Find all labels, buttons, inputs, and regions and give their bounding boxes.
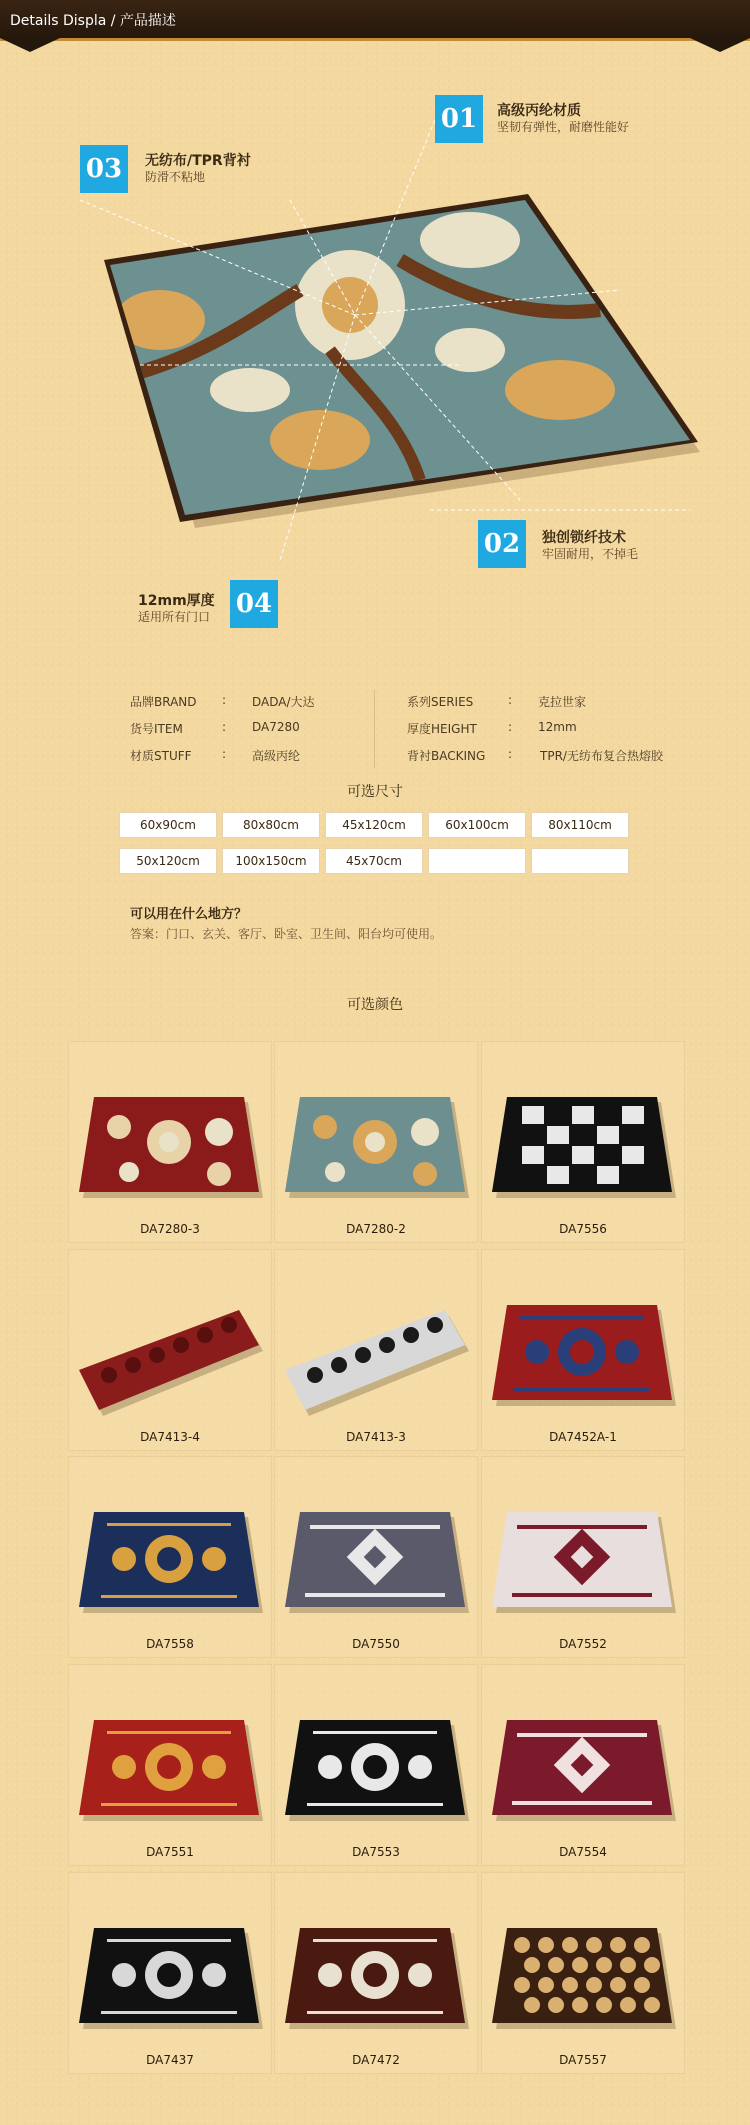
size-option[interactable]: 80x80cm: [222, 812, 320, 838]
rug-thumbnail: [275, 1042, 477, 1217]
rug-thumbnail: [69, 1250, 271, 1425]
spec-colon: :: [222, 693, 227, 707]
rug-thumbnail: [69, 1873, 271, 2048]
product-card[interactable]: [68, 1456, 272, 1658]
product-card[interactable]: [481, 1872, 685, 2074]
rug-thumbnail: [69, 1042, 271, 1217]
callout-sub-03: 防滑不粘地: [145, 170, 206, 184]
hero-product-illustration: [0, 60, 750, 640]
product-code: DA7472: [352, 2053, 400, 2067]
callout-sub-02: 牢固耐用，不掉毛: [542, 547, 639, 561]
usage-answer: 答案：门口、玄关、客厅、卧室、卫生间、阳台均可使用。: [130, 927, 443, 941]
rug-thumbnail: [482, 1665, 684, 1840]
product-code: DA7280-3: [140, 1222, 200, 1236]
spec-value-backing: TPR/无纺布复合热熔胶: [540, 749, 663, 763]
rug-thumbnail: [275, 1250, 477, 1425]
size-option[interactable]: 100x150cm: [222, 848, 320, 874]
size-option-empty[interactable]: [428, 848, 526, 874]
callout-title-01: 高级丙纶材质: [497, 103, 581, 119]
spec-divider: [374, 690, 375, 768]
rug-thumbnail: [275, 1665, 477, 1840]
size-option[interactable]: 45x120cm: [325, 812, 423, 838]
callout-number-02: 02: [478, 520, 526, 568]
rug-thumbnail: [69, 1665, 271, 1840]
callout-number-01: 01: [435, 95, 483, 143]
spec-colon: :: [508, 693, 513, 707]
header-notch-right: [690, 38, 750, 52]
product-card[interactable]: [274, 1456, 478, 1658]
product-code: DA7452A-1: [549, 1430, 617, 1444]
product-card[interactable]: [274, 1041, 478, 1243]
callout-sub-01: 坚韧有弹性，耐磨性能好: [497, 120, 630, 134]
product-code: DA7550: [352, 1637, 400, 1651]
spec-colon: :: [508, 720, 513, 734]
header-notch-left: [0, 38, 60, 52]
size-option[interactable]: 80x110cm: [531, 812, 629, 838]
product-card[interactable]: [274, 1664, 478, 1866]
spec-colon: :: [508, 747, 513, 761]
product-card[interactable]: [274, 1872, 478, 2074]
spec-colon: :: [222, 747, 227, 761]
callout-title-02: 独创锁纤技术: [542, 530, 626, 546]
usage-question: 可以用在什么地方？: [130, 907, 248, 922]
size-option[interactable]: 60x100cm: [428, 812, 526, 838]
product-code: DA7558: [146, 1637, 194, 1651]
spec-value-item: DA7280: [252, 720, 300, 734]
size-option[interactable]: 45x70cm: [325, 848, 423, 874]
product-code: DA7413-3: [346, 1430, 406, 1444]
product-code: DA7554: [559, 1845, 607, 1859]
product-code: DA7551: [146, 1845, 194, 1859]
product-code: DA7413-4: [140, 1430, 200, 1444]
spec-colon: :: [222, 720, 227, 734]
callout-title-03: 无纺布/TPR背衬: [145, 153, 251, 169]
spec-label-backing: 背衬BACKING: [407, 749, 486, 763]
spec-value-stuff: 高级丙纶: [252, 749, 301, 763]
rug-thumbnail: [275, 1457, 477, 1632]
rug-thumbnail: [482, 1873, 684, 2048]
product-code: DA7280-2: [346, 1222, 406, 1236]
spec-value-series: 克拉世家: [538, 695, 587, 709]
sizes-title: 可选尺寸: [347, 784, 403, 800]
product-card[interactable]: [274, 1249, 478, 1451]
rug-thumbnail: [482, 1042, 684, 1217]
product-code: DA7437: [146, 2053, 194, 2067]
product-card[interactable]: [68, 1249, 272, 1451]
product-card[interactable]: [68, 1872, 272, 2074]
colors-title: 可选颜色: [347, 997, 403, 1013]
callout-title-04: 12mm厚度: [138, 593, 215, 609]
product-code: DA7556: [559, 1222, 607, 1236]
callout-sub-04: 适用所有门口: [138, 610, 211, 624]
rug-thumbnail: [482, 1457, 684, 1632]
rug-thumbnail: [482, 1250, 684, 1425]
spec-value-height: 12mm: [538, 720, 577, 734]
product-code: DA7553: [352, 1845, 400, 1859]
size-option[interactable]: 60x90cm: [119, 812, 217, 838]
rug-thumbnail: [275, 1873, 477, 2048]
header-title: Details Displa / 产品描述: [10, 13, 176, 29]
spec-label-brand: 品牌BRAND: [130, 695, 197, 709]
spec-label-height: 厚度HEIGHT: [407, 722, 477, 736]
size-option-empty[interactable]: [531, 848, 629, 874]
spec-value-brand: DADA/大达: [252, 695, 315, 709]
product-card[interactable]: [481, 1041, 685, 1243]
product-code: DA7557: [559, 2053, 607, 2067]
callout-number-03: 03: [80, 145, 128, 193]
header-bar: [0, 0, 750, 41]
product-card[interactable]: [481, 1456, 685, 1658]
product-card[interactable]: [481, 1249, 685, 1451]
size-option[interactable]: 50x120cm: [119, 848, 217, 874]
spec-label-item: 货号ITEM: [130, 722, 183, 736]
spec-label-series: 系列SERIES: [407, 695, 474, 709]
product-code: DA7552: [559, 1637, 607, 1651]
rug-thumbnail: [69, 1457, 271, 1632]
product-card[interactable]: [68, 1664, 272, 1866]
spec-label-stuff: 材质STUFF: [130, 749, 192, 763]
product-card[interactable]: [68, 1041, 272, 1243]
product-card[interactable]: [481, 1664, 685, 1866]
callout-number-04: 04: [230, 580, 278, 628]
